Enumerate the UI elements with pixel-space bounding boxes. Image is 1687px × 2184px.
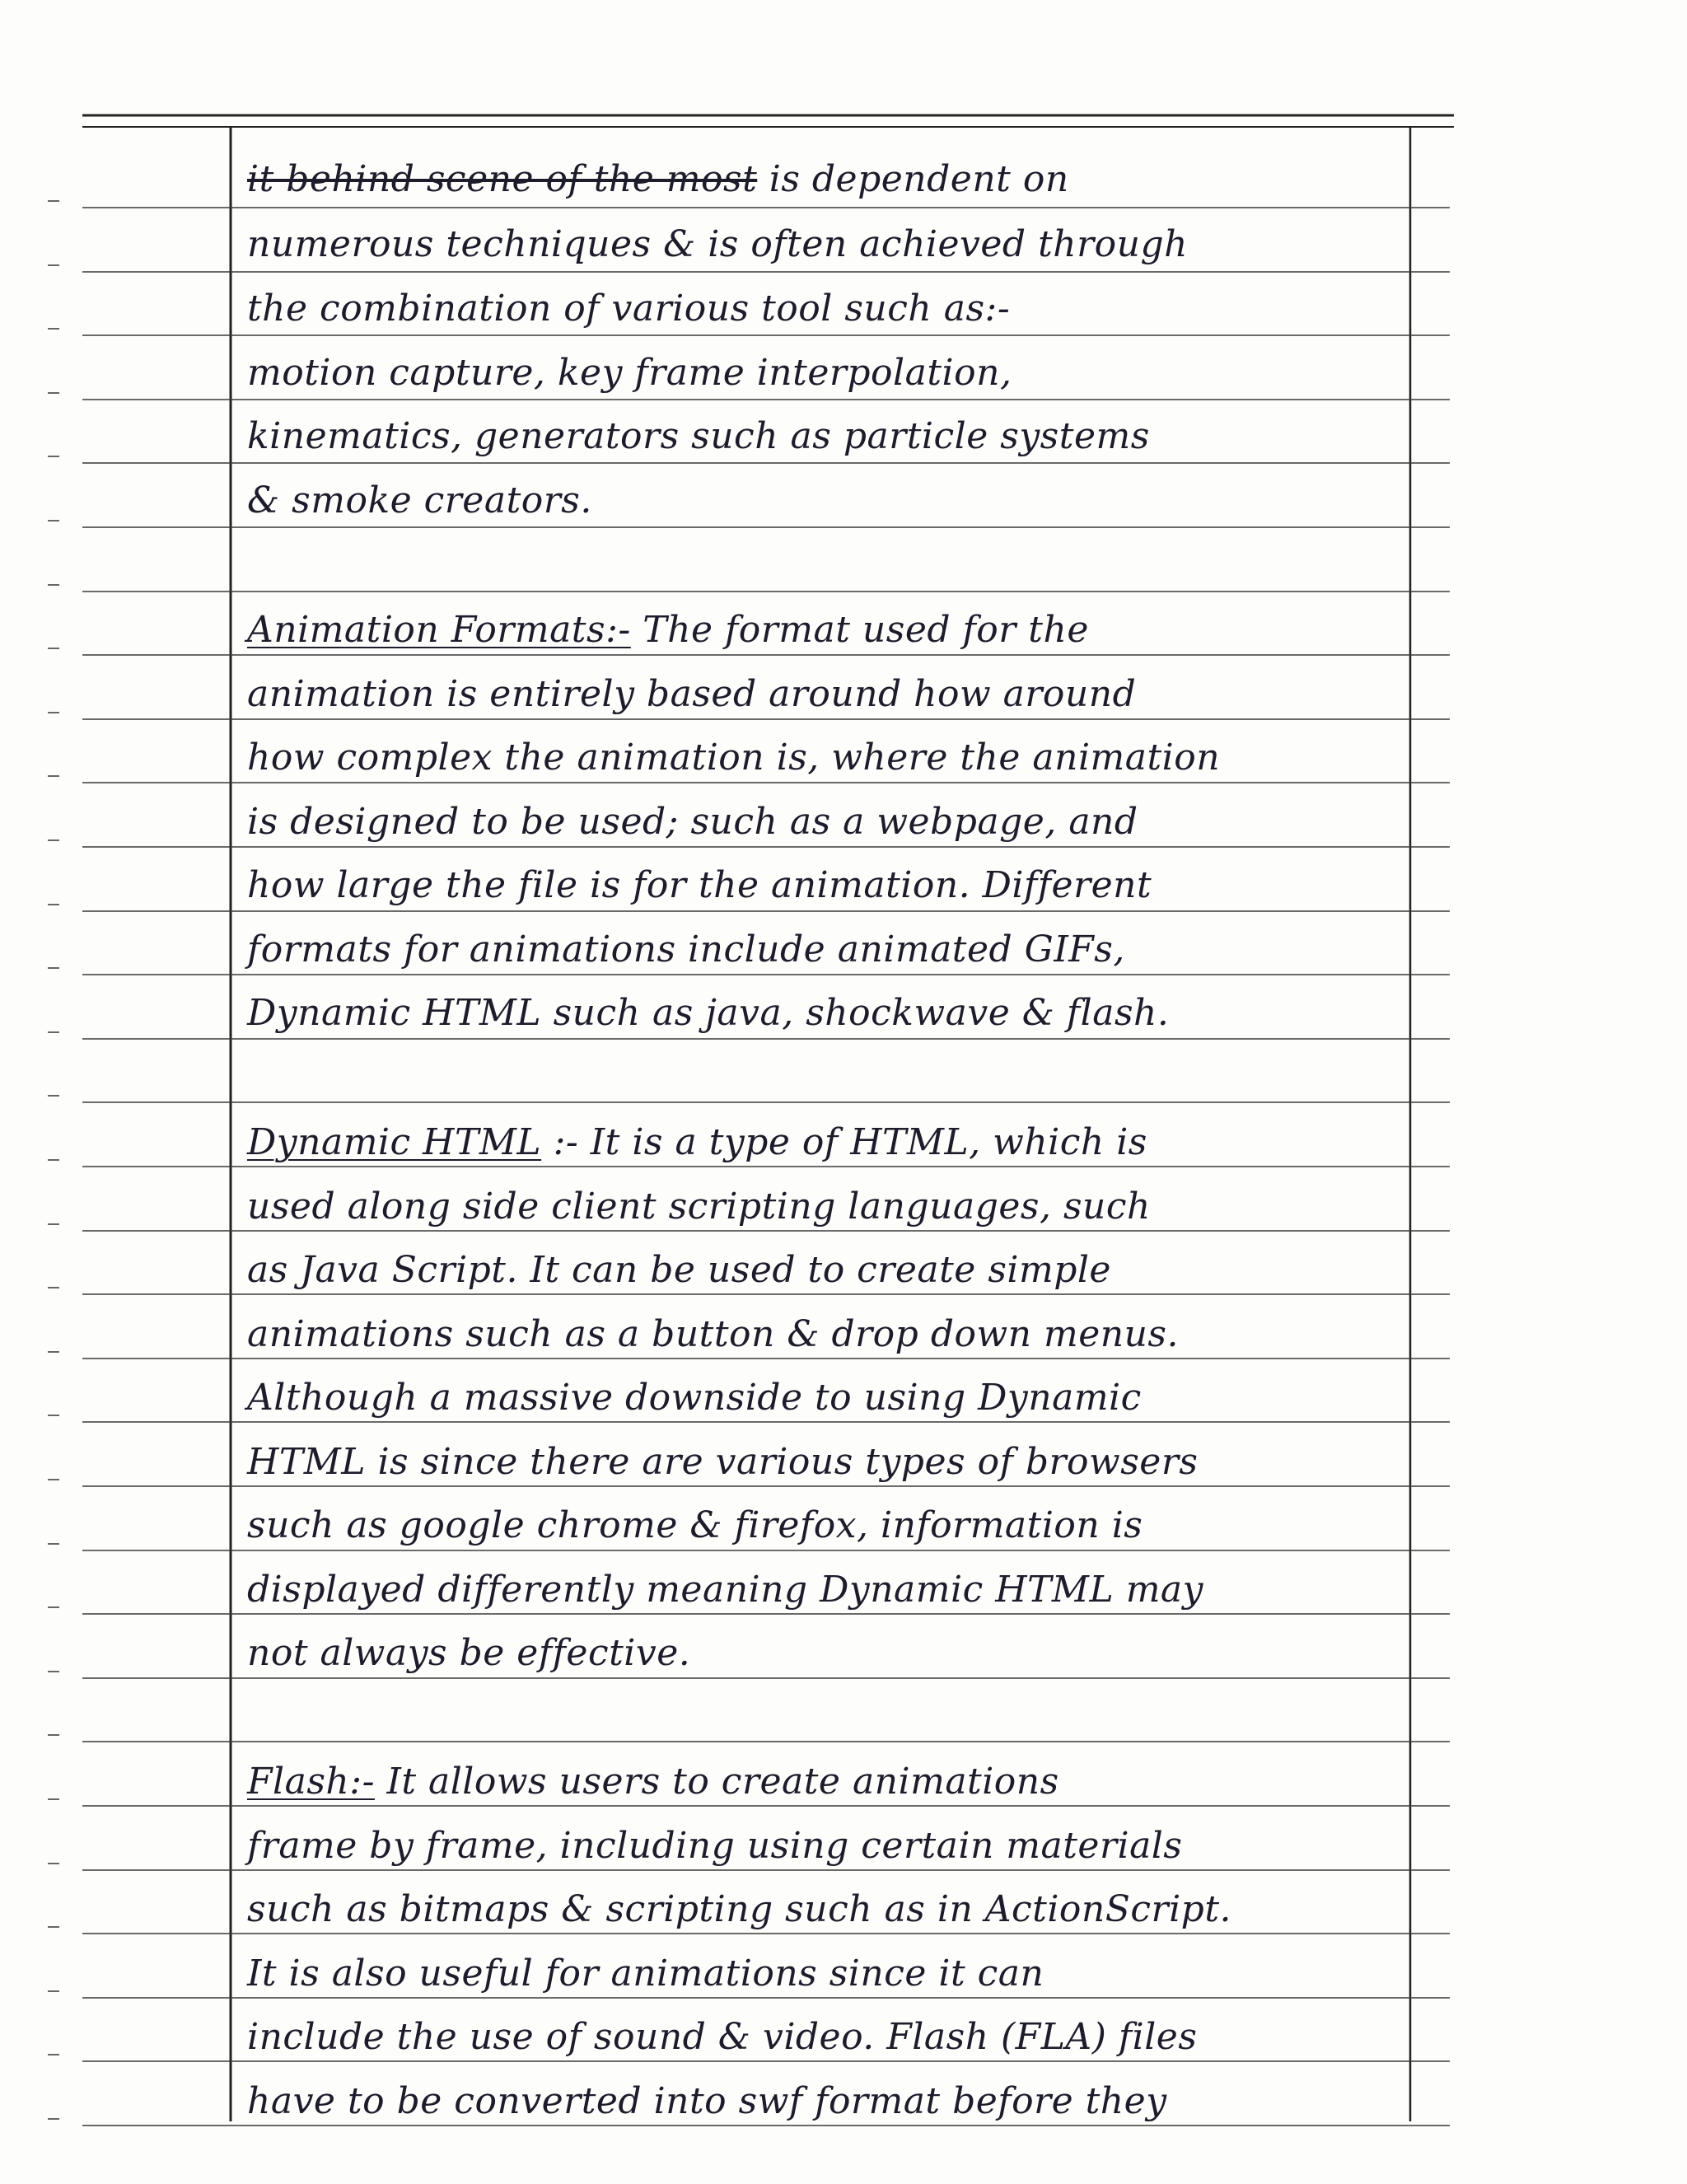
text-line — [247, 159, 1417, 200]
text-line: how complex the animation is, where the animation — [247, 737, 1221, 779]
text-line: such as bitmaps & scripting such as in ActionScript. — [247, 1888, 1231, 1930]
text-line: It is also useful for animations since it can — [247, 1953, 1044, 1995]
text-line: is designed to be used; such as a webpage, and — [247, 801, 1138, 843]
text-line: as Java Script. It can be used to create simple — [247, 1249, 1111, 1291]
left-edge-marks — [48, 201, 59, 2119]
section-heading: Flash:- — [247, 1761, 375, 1803]
text-line — [247, 1761, 1417, 1803]
struck-text: it behind scene of the most — [247, 158, 758, 200]
text-line: include the use of sound & video. Flash (FLA) files — [247, 2016, 1198, 2058]
text-line: & smoke creators. — [247, 479, 592, 521]
text-line: kinematics, generators such as particle systems — [247, 415, 1150, 457]
text-line — [247, 1122, 1417, 1163]
text-line: such as google chrome & firefox, information is — [247, 1504, 1143, 1546]
line-text-rest: :- It is a type of HTML, which is — [541, 1121, 1147, 1163]
text-line: Dynamic HTML such as java, shockwave & flash. — [247, 992, 1170, 1034]
text-line: displayed differently meaning Dynamic HTML may — [247, 1569, 1204, 1611]
text-line: used along side client scripting languages, such — [247, 1186, 1151, 1228]
text-line: have to be converted into swf format before they — [247, 2080, 1167, 2122]
line-text-rest: The format used for the — [630, 609, 1089, 651]
text-line: animation is entirely based around how around — [247, 673, 1137, 715]
text-line: numerous techniques & is often achieved through — [247, 223, 1188, 265]
text-line: Although a massive downside to using Dynamic — [247, 1377, 1142, 1419]
text-line: motion capture, key frame interpolation, — [247, 352, 1012, 394]
section-heading: Animation Formats:- — [247, 609, 631, 651]
text-line: formats for animations include animated GIFs, — [247, 928, 1125, 970]
text-line: HTML is since there are various types of browsers — [247, 1441, 1199, 1483]
text-line: not always be effective. — [247, 1632, 691, 1674]
line-text-rest: is dependent on — [757, 158, 1069, 200]
text-line — [247, 610, 1417, 651]
text-line: the combination of various tool such as:- — [247, 288, 1011, 330]
text-line: frame by frame, including using certain materials — [247, 1825, 1183, 1867]
line-text-rest: It allows users to create animations — [374, 1761, 1059, 1803]
text-line: animations such as a button & drop down menus. — [247, 1313, 1179, 1355]
section-heading: Dynamic HTML — [247, 1121, 542, 1163]
text-line: how large the file is for the animation. Different — [247, 864, 1152, 906]
